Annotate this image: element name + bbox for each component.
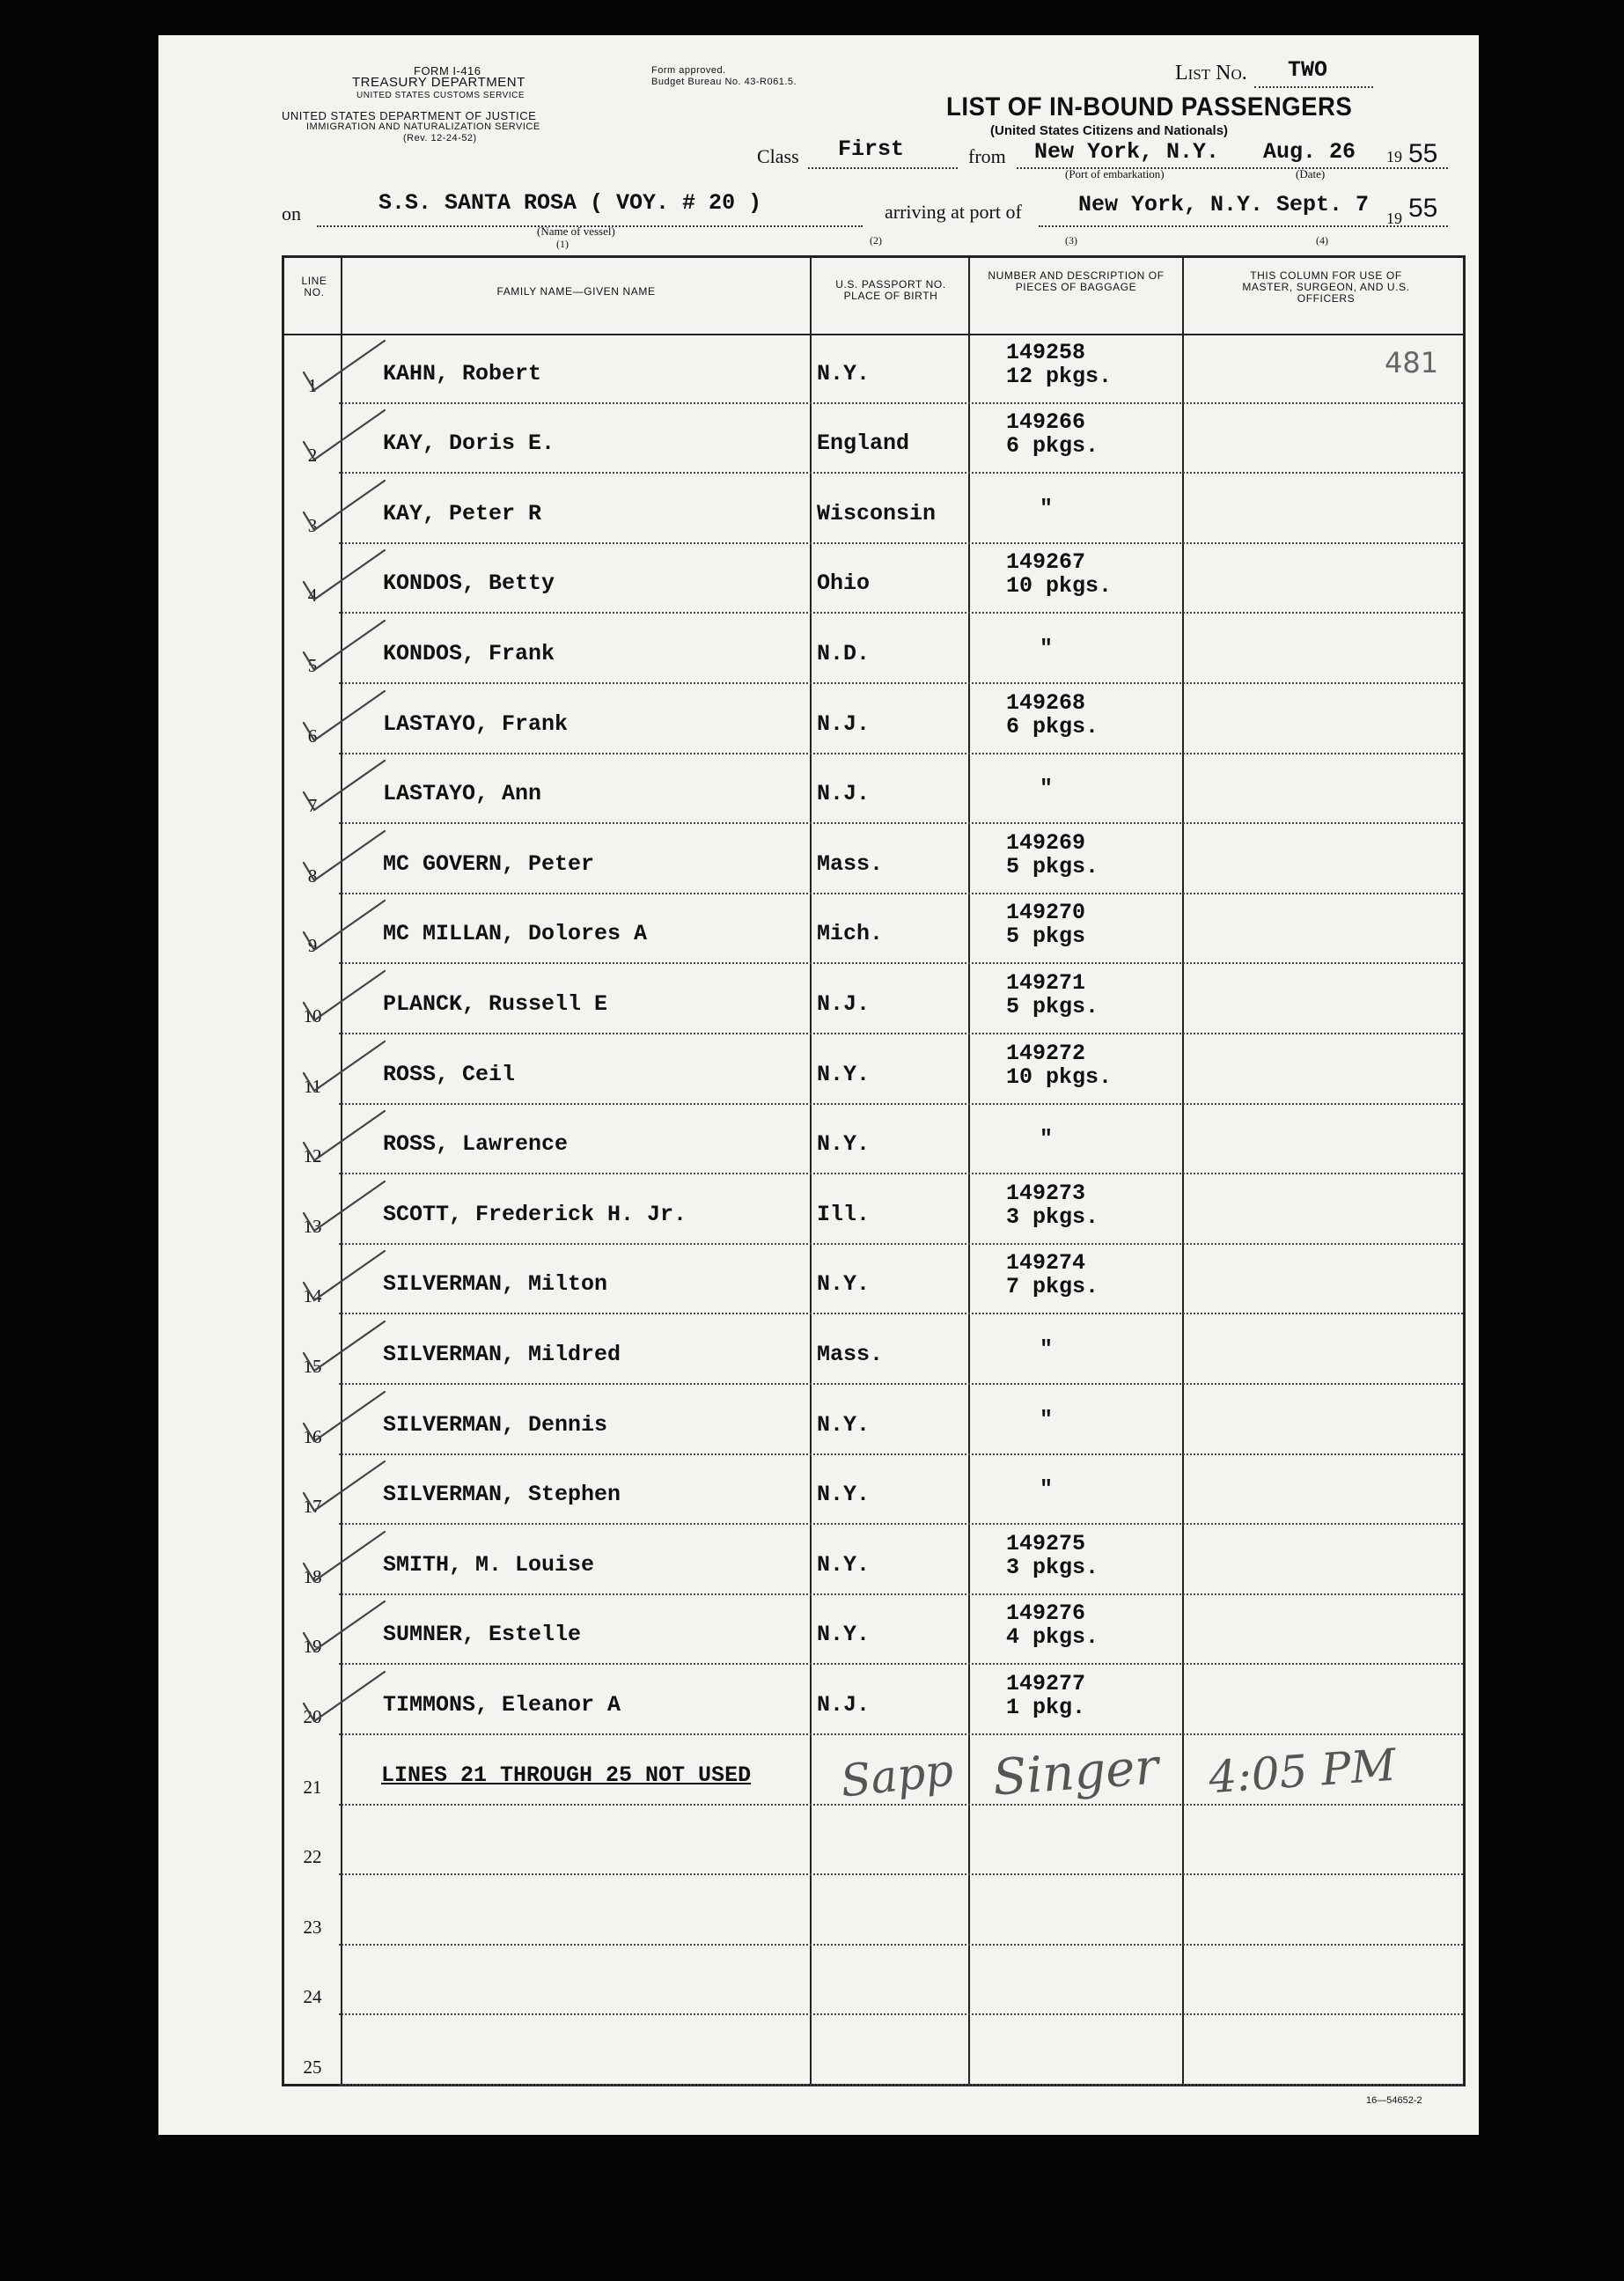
table-row bbox=[284, 1595, 1463, 1666]
baggage-number: 149258 bbox=[1006, 339, 1086, 365]
check-mark-icon bbox=[300, 894, 388, 955]
embark-date: Aug. 26 bbox=[1263, 139, 1356, 165]
place-of-birth: N.Y. bbox=[817, 360, 871, 386]
passenger-name: ROSS, Ceil bbox=[383, 1061, 516, 1087]
table-row bbox=[284, 1314, 1463, 1385]
line-number: 15 bbox=[303, 1355, 322, 1377]
vessel-caption: (Name of vessel) bbox=[537, 224, 615, 238]
table-row bbox=[284, 824, 1463, 894]
signature-1: Sapp bbox=[838, 1744, 956, 1807]
baggage-description: 5 pkgs. bbox=[1006, 993, 1099, 1019]
line-number: 1 bbox=[307, 374, 318, 396]
line-number: 11 bbox=[303, 1075, 322, 1097]
baggage-description: 10 pkgs. bbox=[1006, 1063, 1113, 1090]
page-subtitle: (United States Citizens and Nationals) bbox=[990, 123, 1229, 138]
baggage-description: 7 pkgs. bbox=[1006, 1274, 1099, 1300]
table-row bbox=[284, 544, 1463, 614]
date-caption: (Date) bbox=[1296, 167, 1326, 180]
signature-2: Singer bbox=[990, 1738, 1161, 1807]
line-number: 21 bbox=[303, 1776, 322, 1798]
line-number: 16 bbox=[303, 1425, 322, 1447]
baggage-number: 149275 bbox=[1006, 1530, 1086, 1556]
table-header bbox=[284, 258, 1463, 335]
baggage-number: 149268 bbox=[1006, 689, 1086, 716]
line-number: 20 bbox=[303, 1705, 322, 1727]
ditto-mark: " bbox=[1040, 1476, 1054, 1503]
ditto-mark: " bbox=[1040, 635, 1054, 661]
table-row bbox=[284, 1385, 1463, 1455]
table-row bbox=[284, 1946, 1463, 2016]
baggage-description: 5 pkgs. bbox=[1006, 853, 1099, 879]
place-of-birth: N.D. bbox=[817, 640, 871, 666]
line-number: 25 bbox=[303, 2056, 322, 2078]
check-mark-icon bbox=[300, 964, 388, 1026]
rev-date: (Rev. 12-24-52) bbox=[403, 133, 477, 143]
check-mark-icon bbox=[300, 1454, 388, 1516]
check-mark-icon bbox=[300, 824, 388, 886]
form-number: FORM I-416 bbox=[414, 64, 481, 77]
baggage-number: 149277 bbox=[1006, 1670, 1086, 1696]
list-no-label: List No. bbox=[1175, 62, 1247, 85]
check-mark-icon bbox=[300, 614, 388, 675]
check-mark-icon bbox=[300, 334, 388, 395]
place-of-birth: N.Y. bbox=[817, 1551, 871, 1578]
place-of-birth: N.Y. bbox=[817, 1061, 871, 1087]
passenger-name: KONDOS, Frank bbox=[383, 640, 555, 666]
dept-of-justice: UNITED STATES DEPARTMENT OF JUSTICE bbox=[282, 109, 537, 122]
place-of-birth: Wisconsin bbox=[817, 500, 937, 526]
baggage-number: 149270 bbox=[1006, 900, 1086, 926]
signature-time: 4:05 PM bbox=[1207, 1739, 1398, 1804]
table-row bbox=[284, 964, 1463, 1034]
line-number: 19 bbox=[303, 1636, 322, 1658]
passenger-name: KONDOS, Betty bbox=[383, 570, 555, 597]
check-mark-icon bbox=[300, 1174, 388, 1236]
baggage-number: 149266 bbox=[1006, 409, 1086, 436]
baggage-description: 12 pkgs. bbox=[1006, 363, 1113, 389]
line-number: 18 bbox=[303, 1565, 322, 1587]
passenger-name: TIMMONS, Eleanor A bbox=[383, 1691, 621, 1718]
table-row bbox=[284, 1034, 1463, 1105]
baggage-number: 149271 bbox=[1006, 969, 1086, 996]
passenger-name: SUMNER, Estelle bbox=[383, 1622, 582, 1648]
passenger-name: MC GOVERN, Peter bbox=[383, 850, 595, 877]
baggage-description: 6 pkgs. bbox=[1006, 713, 1099, 739]
check-mark-icon bbox=[300, 1244, 388, 1306]
baggage-number: 149267 bbox=[1006, 549, 1086, 576]
baggage-description: 10 pkgs. bbox=[1006, 573, 1113, 600]
passenger-name: MC MILLAN, Dolores A bbox=[383, 921, 648, 947]
arrival-port: New York, N.Y. Sept. 7 bbox=[1078, 192, 1370, 217]
passenger-name: LASTAYO, Frank bbox=[383, 710, 569, 737]
arrival-year-prefix: 19 bbox=[1386, 210, 1402, 227]
form-approved: Form approved. bbox=[651, 65, 726, 76]
table-row bbox=[284, 1806, 1463, 1876]
col-4-marker: (4) bbox=[1316, 234, 1328, 246]
page-title: LIST OF IN-BOUND PASSENGERS bbox=[946, 92, 1353, 121]
check-mark-icon bbox=[300, 403, 388, 465]
header-name: FAMILY NAME—GIVEN NAME bbox=[496, 285, 656, 298]
passenger-name: PLANCK, Russell E bbox=[383, 990, 608, 1017]
baggage-number: 149276 bbox=[1006, 1600, 1086, 1627]
passenger-name: SMITH, M. Louise bbox=[383, 1551, 595, 1578]
vessel-name: S.S. SANTA ROSA ( VOY. # 20 ) bbox=[378, 190, 762, 216]
passenger-name: SILVERMAN, Mildred bbox=[383, 1341, 621, 1367]
check-mark-icon bbox=[300, 543, 388, 605]
line-number: 12 bbox=[303, 1145, 322, 1167]
line-number: 24 bbox=[303, 1986, 322, 2008]
table-row bbox=[284, 754, 1463, 825]
place-of-birth: Mass. bbox=[817, 1341, 884, 1367]
place-of-birth: N.Y. bbox=[817, 1131, 871, 1158]
baggage-description: 4 pkgs. bbox=[1006, 1624, 1099, 1651]
line-number: 2 bbox=[307, 445, 318, 467]
line-number: 7 bbox=[307, 795, 318, 817]
passenger-name: KAY, Doris E. bbox=[383, 430, 555, 457]
from-label: from bbox=[968, 145, 1006, 167]
arrival-year-suffix: 55 bbox=[1408, 194, 1438, 223]
place-of-birth: N.Y. bbox=[817, 1271, 871, 1298]
place-of-birth: Ill. bbox=[817, 1201, 871, 1227]
ditto-mark: " bbox=[1040, 1406, 1054, 1432]
header-officers: THIS COLUMN FOR USE OF MASTER, SURGEON, AND U.S. OFFICERS bbox=[1242, 269, 1410, 305]
table-row bbox=[284, 1875, 1463, 1946]
list-no-line bbox=[1254, 86, 1373, 88]
passenger-name: SCOTT, Frederick H. Jr. bbox=[383, 1201, 687, 1227]
col-3-marker: (3) bbox=[1065, 234, 1077, 246]
passenger-name: LASTAYO, Ann bbox=[383, 781, 542, 807]
line-number: 14 bbox=[303, 1285, 322, 1307]
ditto-mark: " bbox=[1040, 1126, 1054, 1152]
place-of-birth: Ohio bbox=[817, 570, 871, 597]
place-of-birth: N.Y. bbox=[817, 1622, 871, 1648]
passenger-name: ROSS, Lawrence bbox=[383, 1131, 569, 1158]
ditto-mark: " bbox=[1040, 1335, 1054, 1362]
table-row bbox=[284, 1665, 1463, 1735]
table-row bbox=[284, 1525, 1463, 1595]
header-passport: U.S. PASSPORT NO. PLACE OF BIRTH bbox=[835, 278, 946, 302]
treasury-department: TREASURY DEPARTMENT bbox=[352, 75, 525, 90]
table-row bbox=[284, 474, 1463, 544]
baggage-number: 149273 bbox=[1006, 1180, 1086, 1206]
row-rule bbox=[339, 2084, 1463, 2086]
line-number: 13 bbox=[303, 1215, 322, 1237]
col-2-marker: (2) bbox=[870, 234, 882, 246]
passenger-name: SILVERMAN, Stephen bbox=[383, 1482, 621, 1508]
passenger-name: KAY, Peter R bbox=[383, 500, 542, 526]
baggage-number: 149269 bbox=[1006, 829, 1086, 856]
line-number: 23 bbox=[303, 1916, 322, 1938]
line-number: 17 bbox=[303, 1496, 322, 1518]
place-of-birth: Mich. bbox=[817, 921, 884, 947]
col-1-marker: (1) bbox=[556, 238, 569, 250]
check-mark-icon bbox=[300, 1665, 388, 1726]
table-row bbox=[284, 1174, 1463, 1245]
printer-code: 16—54652-2 bbox=[1366, 2095, 1422, 2106]
embark-year-prefix: 19 bbox=[1386, 148, 1402, 166]
ins-label: IMMIGRATION AND NATURALIZATION SERVICE bbox=[306, 121, 540, 132]
check-mark-icon bbox=[300, 1104, 388, 1166]
table-body bbox=[284, 334, 1463, 2086]
passenger-name: KAHN, Robert bbox=[383, 360, 542, 386]
list-no-value: TWO bbox=[1288, 57, 1328, 83]
place-of-birth: Mass. bbox=[817, 850, 884, 877]
check-mark-icon bbox=[300, 1525, 388, 1586]
line-number: 6 bbox=[307, 725, 318, 747]
table-row bbox=[284, 1455, 1463, 1526]
check-mark-icon bbox=[300, 1594, 388, 1656]
embark-year-suffix: 55 bbox=[1408, 139, 1438, 168]
baggage-description: 3 pkgs. bbox=[1006, 1203, 1099, 1230]
check-mark-icon bbox=[300, 1314, 388, 1376]
passenger-table bbox=[282, 255, 1466, 2086]
class-value: First bbox=[838, 136, 905, 162]
table-row bbox=[284, 1245, 1463, 1315]
place-of-birth: N.Y. bbox=[817, 1411, 871, 1438]
table-row bbox=[284, 2015, 1463, 2086]
place-of-birth: N.J. bbox=[817, 781, 871, 807]
table-row bbox=[284, 1105, 1463, 1175]
baggage-description: 1 pkg. bbox=[1006, 1694, 1086, 1720]
line-number: 9 bbox=[307, 935, 318, 957]
embark-port: New York, N.Y. bbox=[1034, 139, 1220, 165]
line-number: 5 bbox=[307, 654, 318, 676]
port-of-embarkation-caption: (Port of embarkation) bbox=[1065, 167, 1165, 180]
passenger-name: SILVERMAN, Dennis bbox=[383, 1411, 608, 1438]
line-number: 10 bbox=[303, 1004, 322, 1026]
line-number: 22 bbox=[303, 1846, 322, 1868]
check-mark-icon bbox=[300, 1385, 388, 1446]
place-of-birth: England bbox=[817, 430, 910, 457]
class-line bbox=[808, 167, 958, 169]
header-line-no: LINE NO. bbox=[301, 275, 327, 298]
class-label: Class bbox=[757, 145, 799, 167]
check-mark-icon bbox=[300, 474, 388, 535]
ditto-mark: " bbox=[1040, 495, 1054, 521]
table-row bbox=[284, 404, 1463, 475]
table-row bbox=[284, 894, 1463, 965]
passenger-name: SILVERMAN, Milton bbox=[383, 1271, 608, 1298]
baggage-number: 149274 bbox=[1006, 1250, 1086, 1277]
table-row bbox=[284, 334, 1463, 404]
on-label: on bbox=[282, 202, 301, 224]
check-mark-icon bbox=[300, 684, 388, 746]
baggage-number: 149272 bbox=[1006, 1040, 1086, 1066]
baggage-description: 5 pkgs bbox=[1006, 923, 1086, 950]
baggage-description: 6 pkgs. bbox=[1006, 433, 1099, 460]
baggage-description: 3 pkgs. bbox=[1006, 1554, 1099, 1580]
place-of-birth: N.Y. bbox=[817, 1482, 871, 1508]
officer-note: 481 bbox=[1385, 346, 1439, 379]
line-number: 8 bbox=[307, 865, 318, 887]
place-of-birth: N.J. bbox=[817, 990, 871, 1017]
passenger-name: LINES 21 THROUGH 25 NOT USED bbox=[381, 1762, 752, 1788]
place-of-birth: N.J. bbox=[817, 710, 871, 737]
line-number: 4 bbox=[307, 585, 318, 607]
header-baggage: NUMBER AND DESCRIPTION OF PIECES OF BAGGAGE bbox=[988, 269, 1165, 293]
check-mark-icon bbox=[300, 754, 388, 815]
table-row bbox=[284, 684, 1463, 754]
ditto-mark: " bbox=[1040, 776, 1054, 802]
budget-bureau: Budget Bureau No. 43-R061.5. bbox=[651, 77, 797, 87]
place-of-birth: N.J. bbox=[817, 1691, 871, 1718]
table-row bbox=[284, 614, 1463, 684]
line-number: 3 bbox=[307, 514, 318, 536]
check-mark-icon bbox=[300, 1034, 388, 1096]
customs-service: UNITED STATES CUSTOMS SERVICE bbox=[356, 91, 525, 100]
arriving-label: arriving at port of bbox=[885, 201, 1022, 223]
